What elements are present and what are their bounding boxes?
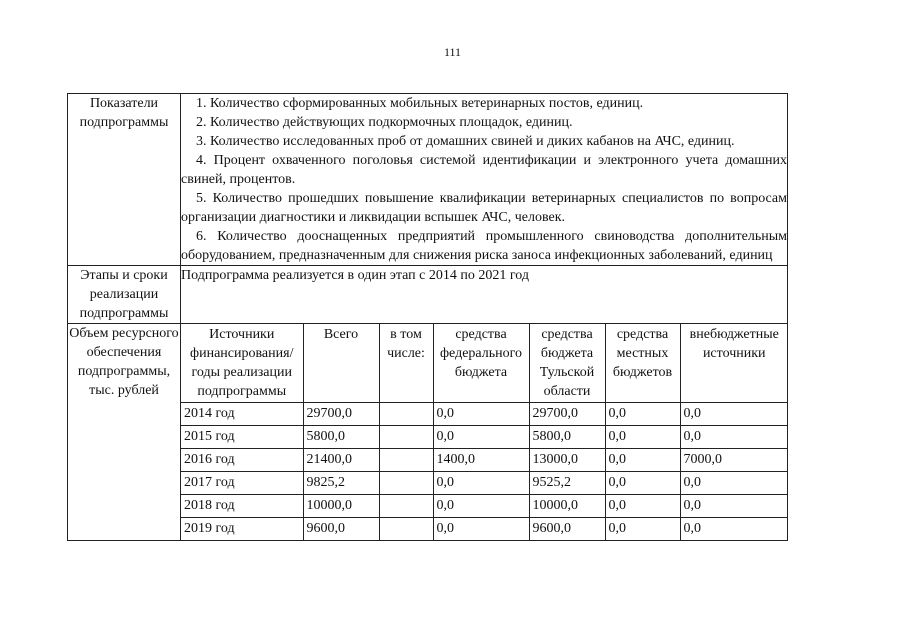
- cell-extrabudgetary: 0,0: [680, 426, 788, 449]
- cell-extrabudgetary: 0,0: [680, 495, 788, 518]
- cell-including: [379, 403, 433, 426]
- indicator-item: 3. Количество исследованных проб от домашних свиней и диких кабанов на АЧС, единиц.: [196, 134, 735, 149]
- cell-total: 10000,0: [303, 495, 379, 518]
- cell-local: 0,0: [605, 495, 680, 518]
- indicators-label: Показатели подпрограммы: [68, 94, 181, 266]
- cell-including: [379, 426, 433, 449]
- cell-total: 5800,0: [303, 426, 379, 449]
- cell-year: 2017 год: [181, 472, 303, 495]
- indicator-item: 6. Количество дооснащенных предприятий промышленного свиноводства дополнительным оборудованием, предназначенным для снижения риска заноса инфекционных заболеваний, единиц: [181, 229, 787, 263]
- header-extrabudgetary: внебюджетные источники: [680, 324, 788, 403]
- header-regional: средства бюджета Тульской области: [529, 324, 605, 403]
- table-row: [181, 495, 788, 518]
- cell-federal: 0,0: [433, 472, 529, 495]
- stages-row: [68, 266, 788, 324]
- cell-including: [379, 518, 433, 541]
- cell-year: 2019 год: [181, 518, 303, 541]
- table-row: [181, 403, 788, 426]
- passport-table: [67, 93, 788, 541]
- cell-regional: 10000,0: [529, 495, 605, 518]
- cell-local: 0,0: [605, 403, 680, 426]
- table-row: [181, 449, 788, 472]
- header-federal: средства федерального бюджета: [433, 324, 529, 403]
- cell-extrabudgetary: 0,0: [680, 518, 788, 541]
- indicator-item: 5. Количество прошедших повышение квалификации ветеринарных специалистов по вопросам организации диагностики и ликвидации вспышек АЧС, человек.: [181, 191, 787, 225]
- cell-federal: 0,0: [433, 495, 529, 518]
- cell-year: 2014 год: [181, 403, 303, 426]
- table-row: [181, 518, 788, 541]
- indicator-item: 1. Количество сформированных мобильных ветеринарных постов, единиц.: [196, 96, 644, 111]
- stages-content: Подпрограмма реализуется в один этап с 2014 по 2021 год: [181, 266, 788, 324]
- cell-federal: 1400,0: [433, 449, 529, 472]
- cell-total: 9825,2: [303, 472, 379, 495]
- cell-regional: 13000,0: [529, 449, 605, 472]
- cell-federal: 0,0: [433, 403, 529, 426]
- cell-extrabudgetary: 7000,0: [680, 449, 788, 472]
- cell-total: 9600,0: [303, 518, 379, 541]
- table-row: [181, 472, 788, 495]
- header-including: в том числе:: [379, 324, 433, 403]
- cell-local: 0,0: [605, 518, 680, 541]
- indicator-item: 4. Процент охваченного поголовья системой идентификации и электронного учета домашних свиней, процентов.: [181, 153, 787, 187]
- cell-federal: 0,0: [433, 518, 529, 541]
- indicators-content: [181, 94, 788, 266]
- indicator-item: 2. Количество действующих подкормочных площадок, единиц.: [196, 115, 573, 130]
- cell-local: 0,0: [605, 449, 680, 472]
- header-local: средства местных бюджетов: [605, 324, 680, 403]
- funding-content: [181, 324, 788, 541]
- cell-regional: 9600,0: [529, 518, 605, 541]
- cell-year: 2018 год: [181, 495, 303, 518]
- cell-regional: 9525,2: [529, 472, 605, 495]
- cell-including: [379, 472, 433, 495]
- cell-year: 2016 год: [181, 449, 303, 472]
- page-number: 111: [443, 45, 462, 59]
- header-sources: Источники финансирования/ годы реализации подпрограммы: [181, 324, 303, 403]
- header-total: Всего: [303, 324, 379, 403]
- cell-including: [379, 449, 433, 472]
- funding-header-row: [181, 324, 788, 403]
- funding-row: [68, 324, 788, 541]
- table-row: [181, 426, 788, 449]
- cell-total: 21400,0: [303, 449, 379, 472]
- cell-local: 0,0: [605, 426, 680, 449]
- indicators-row: [68, 94, 788, 266]
- stages-label: Этапы и сроки реализации подпрограммы: [68, 266, 181, 324]
- cell-including: [379, 495, 433, 518]
- cell-extrabudgetary: 0,0: [680, 403, 788, 426]
- funding-label: Объем ресурсного обеспечения подпрограммы, тыс. рублей: [68, 324, 181, 541]
- cell-extrabudgetary: 0,0: [680, 472, 788, 495]
- cell-total: 29700,0: [303, 403, 379, 426]
- cell-local: 0,0: [605, 472, 680, 495]
- cell-regional: 5800,0: [529, 426, 605, 449]
- cell-federal: 0,0: [433, 426, 529, 449]
- cell-year: 2015 год: [181, 426, 303, 449]
- funding-table: [181, 324, 788, 540]
- cell-regional: 29700,0: [529, 403, 605, 426]
